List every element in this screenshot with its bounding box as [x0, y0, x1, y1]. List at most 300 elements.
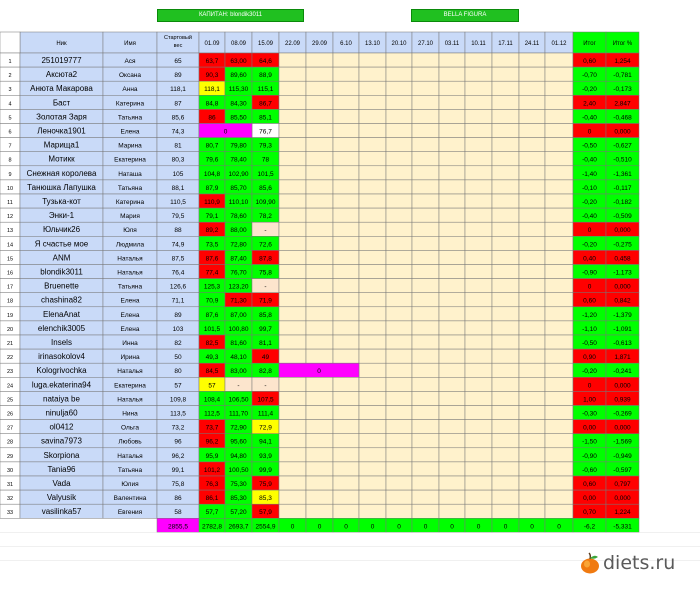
week-cell[interactable]	[333, 377, 359, 391]
week-cell[interactable]	[439, 81, 465, 95]
week-cell[interactable]	[439, 152, 465, 166]
week-cell[interactable]	[386, 138, 412, 152]
week-cell[interactable]	[279, 279, 306, 293]
week-cell[interactable]	[492, 448, 519, 462]
week-cell[interactable]	[519, 95, 545, 109]
week-cell[interactable]	[279, 194, 306, 208]
week-cell[interactable]	[545, 208, 573, 222]
week-cell[interactable]	[545, 307, 573, 321]
week-cell[interactable]	[333, 138, 359, 152]
week-cell[interactable]	[465, 265, 492, 279]
week-cell[interactable]	[386, 349, 412, 363]
week-cell[interactable]	[545, 279, 573, 293]
week-cell[interactable]	[279, 222, 306, 236]
week-cell[interactable]	[359, 321, 386, 335]
week-cell[interactable]	[412, 321, 439, 335]
week-cell[interactable]	[439, 293, 465, 307]
week-cell[interactable]	[439, 138, 465, 152]
week-cell[interactable]	[412, 236, 439, 250]
week-cell[interactable]	[333, 335, 359, 349]
week-cell[interactable]	[519, 138, 545, 152]
week-cell[interactable]	[279, 462, 306, 476]
week-cell[interactable]	[306, 194, 333, 208]
week-cell[interactable]	[306, 67, 333, 81]
week-cell[interactable]	[279, 208, 306, 222]
week-cell[interactable]	[279, 180, 306, 194]
week-cell[interactable]	[306, 95, 333, 109]
week-cell[interactable]	[412, 279, 439, 293]
week-cell[interactable]	[359, 180, 386, 194]
week-cell[interactable]	[386, 265, 412, 279]
week-cell[interactable]	[386, 81, 412, 95]
week-cell[interactable]	[279, 236, 306, 250]
week-cell[interactable]	[465, 279, 492, 293]
week-cell[interactable]	[306, 166, 333, 180]
week-cell[interactable]	[333, 293, 359, 307]
week-cell[interactable]	[359, 53, 386, 67]
week-cell[interactable]	[412, 391, 439, 405]
week-cell[interactable]	[492, 166, 519, 180]
week-cell[interactable]	[545, 476, 573, 490]
week-cell[interactable]	[465, 448, 492, 462]
week-cell[interactable]	[519, 377, 545, 391]
week-cell[interactable]	[333, 490, 359, 504]
week-cell[interactable]	[306, 406, 333, 420]
week-cell[interactable]	[333, 349, 359, 363]
week-cell[interactable]	[545, 152, 573, 166]
week-cell[interactable]	[412, 53, 439, 67]
week-cell[interactable]	[386, 194, 412, 208]
week-cell[interactable]	[412, 250, 439, 264]
week-cell[interactable]	[306, 335, 333, 349]
week-cell[interactable]	[545, 504, 573, 518]
week-cell[interactable]	[545, 53, 573, 67]
week-cell[interactable]	[519, 124, 545, 138]
week-cell[interactable]	[359, 307, 386, 321]
week-cell[interactable]	[412, 67, 439, 81]
week-cell[interactable]	[439, 335, 465, 349]
week-cell[interactable]	[519, 335, 545, 349]
week-cell[interactable]	[306, 448, 333, 462]
week-cell[interactable]	[519, 194, 545, 208]
week-cell[interactable]	[333, 152, 359, 166]
week-cell[interactable]	[519, 363, 545, 377]
week-cell[interactable]	[306, 476, 333, 490]
week-cell[interactable]	[492, 95, 519, 109]
week-cell[interactable]	[439, 124, 465, 138]
week-cell[interactable]	[386, 462, 412, 476]
week-cell[interactable]	[545, 138, 573, 152]
week-cell[interactable]	[465, 321, 492, 335]
week-cell[interactable]	[279, 138, 306, 152]
week-cell[interactable]	[519, 265, 545, 279]
week-cell[interactable]	[492, 321, 519, 335]
week-cell[interactable]	[492, 194, 519, 208]
week-cell[interactable]	[519, 152, 545, 166]
week-cell[interactable]	[412, 490, 439, 504]
week-cell[interactable]	[492, 462, 519, 476]
week-cell[interactable]	[333, 391, 359, 405]
week-cell[interactable]	[545, 363, 573, 377]
week-cell[interactable]	[386, 109, 412, 123]
week-cell[interactable]	[386, 434, 412, 448]
week-cell[interactable]	[519, 279, 545, 293]
week-cell[interactable]	[306, 53, 333, 67]
week-cell[interactable]	[279, 504, 306, 518]
week-cell[interactable]	[279, 349, 306, 363]
week-cell[interactable]	[386, 448, 412, 462]
week-cell[interactable]	[359, 81, 386, 95]
week-cell[interactable]	[545, 335, 573, 349]
week-cell[interactable]	[306, 377, 333, 391]
week-cell[interactable]	[412, 222, 439, 236]
week-cell[interactable]	[279, 335, 306, 349]
week-cell[interactable]	[359, 462, 386, 476]
week-cell[interactable]	[492, 490, 519, 504]
week-cell[interactable]	[519, 222, 545, 236]
week-cell[interactable]	[279, 448, 306, 462]
week-cell[interactable]	[386, 406, 412, 420]
week-cell[interactable]	[439, 504, 465, 518]
week-cell[interactable]	[519, 321, 545, 335]
week-cell[interactable]	[279, 124, 306, 138]
diets-logo[interactable]	[580, 552, 675, 574]
week-cell[interactable]	[333, 236, 359, 250]
week-cell[interactable]	[465, 152, 492, 166]
week-cell[interactable]	[386, 236, 412, 250]
week-cell[interactable]	[386, 279, 412, 293]
week-cell[interactable]	[333, 208, 359, 222]
week-cell[interactable]	[465, 109, 492, 123]
week-cell[interactable]	[333, 67, 359, 81]
week-cell[interactable]	[412, 462, 439, 476]
week-cell[interactable]	[519, 349, 545, 363]
week-cell[interactable]	[386, 321, 412, 335]
week-cell[interactable]	[306, 504, 333, 518]
week-cell[interactable]	[306, 250, 333, 264]
week-cell[interactable]	[333, 180, 359, 194]
week-cell[interactable]	[439, 377, 465, 391]
week-cell[interactable]	[492, 420, 519, 434]
week-cell[interactable]	[465, 53, 492, 67]
week-cell[interactable]	[359, 448, 386, 462]
week-cell[interactable]	[439, 250, 465, 264]
week-cell[interactable]	[412, 349, 439, 363]
week-cell[interactable]	[333, 279, 359, 293]
week-cell[interactable]	[545, 420, 573, 434]
week-cell[interactable]	[306, 490, 333, 504]
week-cell[interactable]	[465, 476, 492, 490]
week-cell[interactable]	[465, 222, 492, 236]
week-cell[interactable]	[279, 81, 306, 95]
week-cell[interactable]	[386, 476, 412, 490]
week-cell[interactable]	[465, 391, 492, 405]
week-cell[interactable]	[545, 250, 573, 264]
week-cell[interactable]	[306, 420, 333, 434]
week-cell[interactable]	[359, 476, 386, 490]
week-cell[interactable]	[386, 67, 412, 81]
week-cell[interactable]	[279, 321, 306, 335]
week-cell[interactable]	[279, 109, 306, 123]
week-cell[interactable]	[545, 349, 573, 363]
week-cell[interactable]	[439, 420, 465, 434]
week-cell[interactable]	[386, 95, 412, 109]
week-cell[interactable]	[439, 462, 465, 476]
week-cell[interactable]	[519, 208, 545, 222]
week-cell[interactable]	[545, 81, 573, 95]
week-cell[interactable]	[519, 109, 545, 123]
week-cell[interactable]	[519, 406, 545, 420]
row-number-header[interactable]	[0, 32, 20, 53]
week-cell[interactable]	[439, 109, 465, 123]
week-cell[interactable]	[439, 476, 465, 490]
week-cell[interactable]	[306, 349, 333, 363]
week-cell[interactable]	[439, 222, 465, 236]
week-cell[interactable]	[333, 81, 359, 95]
week-cell[interactable]	[465, 420, 492, 434]
week-cell[interactable]	[545, 222, 573, 236]
week-cell[interactable]	[545, 391, 573, 405]
week-cell[interactable]	[439, 448, 465, 462]
week-cell[interactable]	[333, 222, 359, 236]
week-cell[interactable]	[465, 180, 492, 194]
week-cell[interactable]	[412, 448, 439, 462]
week-cell[interactable]	[519, 490, 545, 504]
week-cell[interactable]	[545, 448, 573, 462]
week-cell[interactable]	[279, 434, 306, 448]
week-cell[interactable]	[519, 448, 545, 462]
week-cell[interactable]	[333, 307, 359, 321]
week-cell[interactable]	[279, 53, 306, 67]
week-cell[interactable]	[519, 504, 545, 518]
week-cell[interactable]	[386, 53, 412, 67]
week-cell[interactable]	[465, 335, 492, 349]
week-cell[interactable]	[279, 406, 306, 420]
week-cell[interactable]	[412, 420, 439, 434]
week-cell[interactable]	[519, 166, 545, 180]
week-cell[interactable]	[492, 138, 519, 152]
week-cell[interactable]	[412, 377, 439, 391]
week-cell[interactable]	[333, 462, 359, 476]
week-cell[interactable]	[545, 166, 573, 180]
week-cell[interactable]	[306, 434, 333, 448]
week-cell[interactable]	[439, 194, 465, 208]
week-cell[interactable]	[519, 420, 545, 434]
week-cell[interactable]	[333, 504, 359, 518]
week-cell[interactable]	[439, 236, 465, 250]
week-cell[interactable]	[492, 208, 519, 222]
week-cell[interactable]	[333, 109, 359, 123]
week-cell[interactable]	[359, 67, 386, 81]
week-cell[interactable]	[465, 434, 492, 448]
week-cell[interactable]	[333, 194, 359, 208]
week-cell[interactable]	[439, 53, 465, 67]
week-cell[interactable]	[545, 194, 573, 208]
week-cell[interactable]	[359, 293, 386, 307]
week-cell[interactable]	[306, 180, 333, 194]
week-cell[interactable]	[333, 420, 359, 434]
week-cell[interactable]	[492, 236, 519, 250]
week-cell[interactable]	[545, 236, 573, 250]
week-cell[interactable]	[545, 462, 573, 476]
team-banner[interactable]: BELLA FIGURA	[411, 9, 519, 22]
week-cell[interactable]	[492, 391, 519, 405]
week-cell[interactable]	[439, 349, 465, 363]
week-cell[interactable]	[412, 434, 439, 448]
week-cell[interactable]	[333, 406, 359, 420]
week-cell[interactable]	[465, 166, 492, 180]
week-cell[interactable]	[306, 307, 333, 321]
week-cell[interactable]	[492, 363, 519, 377]
week-cell[interactable]	[359, 420, 386, 434]
week-cell[interactable]	[492, 504, 519, 518]
week-cell[interactable]	[333, 166, 359, 180]
week-cell[interactable]	[439, 180, 465, 194]
week-cell[interactable]	[359, 279, 386, 293]
week-cell[interactable]	[519, 434, 545, 448]
week-cell[interactable]	[279, 293, 306, 307]
week-cell[interactable]	[439, 434, 465, 448]
week-cell[interactable]	[545, 377, 573, 391]
week-cell[interactable]	[306, 222, 333, 236]
week-cell[interactable]	[333, 265, 359, 279]
week-cell[interactable]	[359, 222, 386, 236]
week-cell[interactable]	[412, 293, 439, 307]
week-cell[interactable]	[386, 420, 412, 434]
week-cell[interactable]	[279, 490, 306, 504]
week-cell[interactable]	[359, 152, 386, 166]
week-cell[interactable]	[465, 377, 492, 391]
week-cell[interactable]	[439, 321, 465, 335]
week-cell[interactable]	[279, 420, 306, 434]
week-cell[interactable]	[519, 462, 545, 476]
week-cell[interactable]	[386, 166, 412, 180]
week-cell[interactable]	[492, 222, 519, 236]
week-cell[interactable]	[492, 279, 519, 293]
week-cell[interactable]	[412, 504, 439, 518]
week-cell[interactable]	[359, 138, 386, 152]
week-cell[interactable]	[439, 95, 465, 109]
week-cell[interactable]	[386, 293, 412, 307]
week-cell[interactable]	[306, 236, 333, 250]
week-cell[interactable]	[545, 490, 573, 504]
week-cell[interactable]	[519, 250, 545, 264]
week-cell[interactable]	[465, 307, 492, 321]
week-cell[interactable]	[333, 53, 359, 67]
week-cell[interactable]	[412, 194, 439, 208]
week-cell[interactable]	[359, 95, 386, 109]
week-cell[interactable]	[412, 138, 439, 152]
week-cell[interactable]	[359, 349, 386, 363]
week-cell[interactable]	[465, 236, 492, 250]
week-cell[interactable]	[359, 208, 386, 222]
week-cell[interactable]	[333, 434, 359, 448]
week-cell[interactable]	[359, 250, 386, 264]
week-cell[interactable]	[279, 67, 306, 81]
week-cell[interactable]	[412, 476, 439, 490]
week-cell[interactable]	[306, 462, 333, 476]
week-cell[interactable]	[492, 124, 519, 138]
week-cell[interactable]	[492, 434, 519, 448]
week-cell[interactable]	[279, 166, 306, 180]
week-cell[interactable]	[492, 476, 519, 490]
week-cell[interactable]	[492, 53, 519, 67]
week-cell[interactable]	[359, 377, 386, 391]
week-cell[interactable]	[386, 180, 412, 194]
week-cell[interactable]	[545, 406, 573, 420]
week-cell[interactable]	[465, 363, 492, 377]
week-cell[interactable]	[412, 95, 439, 109]
week-cell[interactable]	[306, 81, 333, 95]
week-cell[interactable]	[412, 335, 439, 349]
week-cell[interactable]	[492, 250, 519, 264]
week-cell[interactable]	[545, 67, 573, 81]
week-cell[interactable]	[359, 363, 386, 377]
week-cell[interactable]	[545, 124, 573, 138]
week-cell[interactable]	[386, 222, 412, 236]
week-cell[interactable]	[279, 307, 306, 321]
week-cell[interactable]	[519, 180, 545, 194]
week-cell[interactable]	[279, 377, 306, 391]
week-cell[interactable]	[306, 293, 333, 307]
week-cell[interactable]	[386, 124, 412, 138]
week-cell[interactable]	[386, 250, 412, 264]
week-cell[interactable]	[545, 434, 573, 448]
week-cell[interactable]	[492, 67, 519, 81]
week-cell[interactable]	[465, 194, 492, 208]
week-cell[interactable]	[333, 124, 359, 138]
week-cell[interactable]	[545, 180, 573, 194]
week-cell[interactable]	[519, 293, 545, 307]
week-cell[interactable]	[465, 208, 492, 222]
week-cell[interactable]	[492, 335, 519, 349]
week-cell[interactable]	[492, 265, 519, 279]
week-cell[interactable]	[519, 476, 545, 490]
week-cell[interactable]	[465, 67, 492, 81]
week-cell[interactable]	[279, 391, 306, 405]
week-cell[interactable]	[519, 67, 545, 81]
week-cell[interactable]	[465, 124, 492, 138]
week-cell[interactable]	[386, 504, 412, 518]
week-cell[interactable]	[545, 109, 573, 123]
week-cell[interactable]	[545, 95, 573, 109]
week-cell[interactable]	[439, 307, 465, 321]
week-cell[interactable]	[492, 293, 519, 307]
week-cell[interactable]	[359, 504, 386, 518]
week-cell[interactable]	[439, 265, 465, 279]
week-cell[interactable]	[465, 406, 492, 420]
week-cell[interactable]	[492, 349, 519, 363]
week-cell[interactable]	[492, 81, 519, 95]
week-cell[interactable]	[439, 406, 465, 420]
week-cell[interactable]	[465, 490, 492, 504]
week-cell[interactable]	[359, 434, 386, 448]
week-cell[interactable]	[439, 208, 465, 222]
week-cell[interactable]	[359, 265, 386, 279]
week-cell[interactable]	[306, 109, 333, 123]
week-cell[interactable]	[439, 490, 465, 504]
week-cell[interactable]	[492, 406, 519, 420]
week-cell[interactable]	[465, 250, 492, 264]
week-cell[interactable]	[386, 152, 412, 166]
week-cell[interactable]	[306, 124, 333, 138]
week-cell[interactable]	[333, 321, 359, 335]
week-cell[interactable]	[359, 236, 386, 250]
week-cell[interactable]	[412, 265, 439, 279]
week-cell[interactable]	[545, 293, 573, 307]
week-cell[interactable]	[465, 138, 492, 152]
week-cell[interactable]	[279, 250, 306, 264]
